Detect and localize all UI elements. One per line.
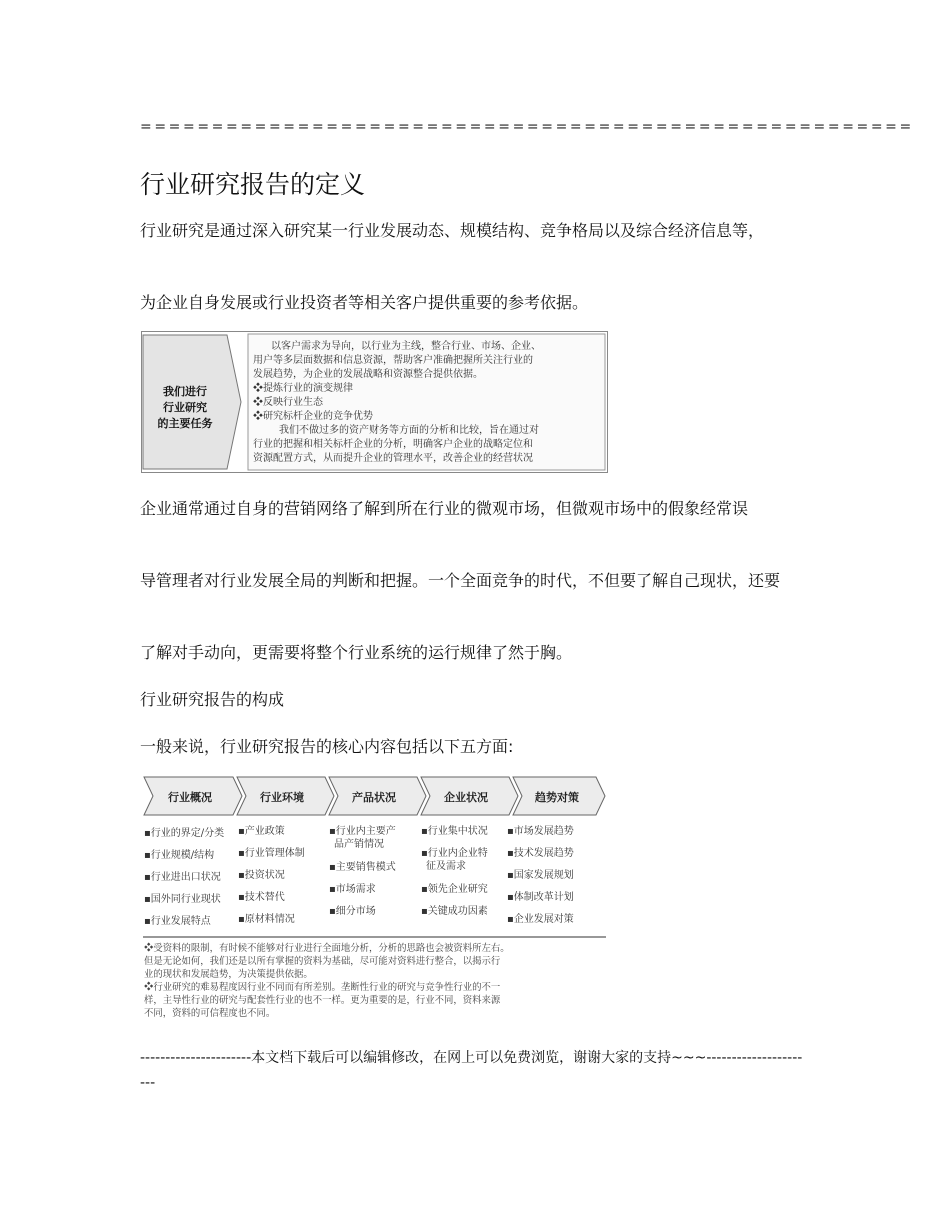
note-line: 样，主导性行业的研究与配套性行业的也不一样。更为重要的是，行业不同，资料来源 bbox=[144, 995, 501, 1006]
column-item: ▪市场需求 bbox=[329, 884, 376, 895]
report-composition-figure bbox=[141, 773, 608, 1027]
page-title: 行业研究报告的定义 bbox=[140, 170, 366, 199]
column-item: ▪关键成功因素 bbox=[421, 906, 488, 917]
column-item: ▪行业发展特点 bbox=[144, 916, 211, 927]
column-item: ▪原材料情况 bbox=[238, 914, 295, 925]
column-item: ▪细分市场 bbox=[329, 906, 376, 917]
column-item: ▪行业的界定/分类 bbox=[144, 828, 225, 839]
note-line: 但是无论如何，我们还是以所有掌握的资料为基础，尽可能对资料进行整合，以揭示行 bbox=[144, 956, 501, 967]
section-heading-composition: 行业研究报告的构成 bbox=[140, 690, 285, 709]
paragraph-competitor: 了解对手动向，更需要将整个行业系统的运行规律了然于胸。 bbox=[140, 643, 573, 662]
note-line: ❖行业研究的难易程度因行业不同而有所差别。垄断性行业的研究与竞争性行业的不一 bbox=[144, 982, 501, 993]
header-label: 产品状况 bbox=[352, 791, 396, 804]
column-item: ▪领先企业研究 bbox=[421, 884, 488, 895]
column-item: ▪行业内主要产 bbox=[329, 826, 396, 837]
separator-rule: ====================================================== bbox=[140, 119, 914, 135]
column-item: ▪主要销售模式 bbox=[329, 862, 396, 873]
research-tasks-figure bbox=[141, 331, 608, 473]
column-item: ▪投资状况 bbox=[238, 870, 285, 881]
note-line: 业的现状和发展趋势，为决策提供依据。 bbox=[144, 969, 313, 980]
column-item: 品产销情况 bbox=[334, 839, 384, 850]
paragraph-definition: 行业研究是通过深入研究某一行业发展动态、规模结构、竞争格局以及综合经济信息等， bbox=[140, 221, 765, 240]
task-label-line-2: 行业研究 bbox=[163, 401, 207, 414]
note-line: 不同，资料的可信程度也不同。 bbox=[144, 1008, 276, 1019]
header-label: 行业概况 bbox=[168, 791, 212, 804]
task-line: 我们不做过多的资产财务等方面的分析和比较，旨在通过对 bbox=[279, 425, 539, 436]
task-label-line-3: 的主要任务 bbox=[157, 417, 213, 430]
paragraph-purpose: 为企业自身发展或行业投资者等相关客户提供重要的参考依据。 bbox=[140, 293, 589, 312]
task-line: 行业的把握和相关标杆企业的分析，明确客户企业的战略定位和 bbox=[253, 439, 533, 450]
task-label-line-1: 我们进行 bbox=[163, 385, 207, 398]
column-item: ▪行业内企业特 bbox=[421, 848, 488, 859]
task-line: 用户等多层面数据和信息资源，帮助客户准确把握所关注行业的 bbox=[253, 355, 533, 366]
task-bullet: ❖研究标杆企业的竞争优势 bbox=[253, 411, 373, 422]
header-label: 趋势对策 bbox=[535, 791, 579, 804]
task-bullet: ❖反映行业生态 bbox=[253, 397, 323, 408]
paragraph-market: 企业通常通过自身的营销网络了解到所在行业的微观市场，但微观市场中的假象经常误 bbox=[140, 499, 749, 518]
column-item: ▪行业管理体制 bbox=[238, 848, 305, 859]
column-item: 征及需求 bbox=[426, 861, 466, 872]
column-item: ▪行业进出口状况 bbox=[144, 872, 221, 883]
task-line: 发展趋势，为企业的发展战略和资源整合提供依据。 bbox=[253, 369, 483, 380]
column-item: ▪技术替代 bbox=[238, 892, 285, 903]
paragraph-judgment: 导管理者对行业发展全局的判断和把握。一个全面竞争的时代，不但要了解自己现状，还要 bbox=[140, 571, 781, 590]
task-line: 以客户需求为导向，以行业为主线，整合行业、市场、企业、 bbox=[271, 341, 541, 352]
column-item: ▪行业规模/结构 bbox=[144, 850, 215, 861]
column-item: ▪产业政策 bbox=[238, 826, 285, 837]
header-label: 企业状况 bbox=[444, 791, 488, 804]
header-label: 行业环境 bbox=[260, 791, 304, 804]
column-item: ▪企业发展对策 bbox=[507, 914, 574, 925]
column-item: ▪技术发展趋势 bbox=[507, 848, 574, 859]
column-item: ▪行业集中状况 bbox=[421, 826, 488, 837]
note-line: ❖受资料的限制，有时候不能够对行业进行全面地分析，分析的思路也会被资料所左右。 bbox=[144, 943, 510, 954]
paragraph-core-content: 一般来说，行业研究报告的核心内容包括以下五方面: bbox=[140, 737, 514, 756]
column-item: ▪国家发展规划 bbox=[507, 870, 574, 881]
task-line: 资源配置方式，从而提升企业的管理水平，改善企业的经营状况 bbox=[253, 453, 533, 464]
task-bullet: ❖提炼行业的演变规律 bbox=[253, 383, 353, 394]
footer-note: ----------------------本文档下载后可以编辑修改，在网上可以免费浏览，谢谢大家的支持~~~---------------------- bbox=[140, 1050, 803, 1091]
column-item: ▪国外同行业现状 bbox=[144, 894, 221, 905]
column-item: ▪体制改革计划 bbox=[507, 892, 574, 903]
column-item: ▪市场发展趋势 bbox=[507, 826, 574, 837]
